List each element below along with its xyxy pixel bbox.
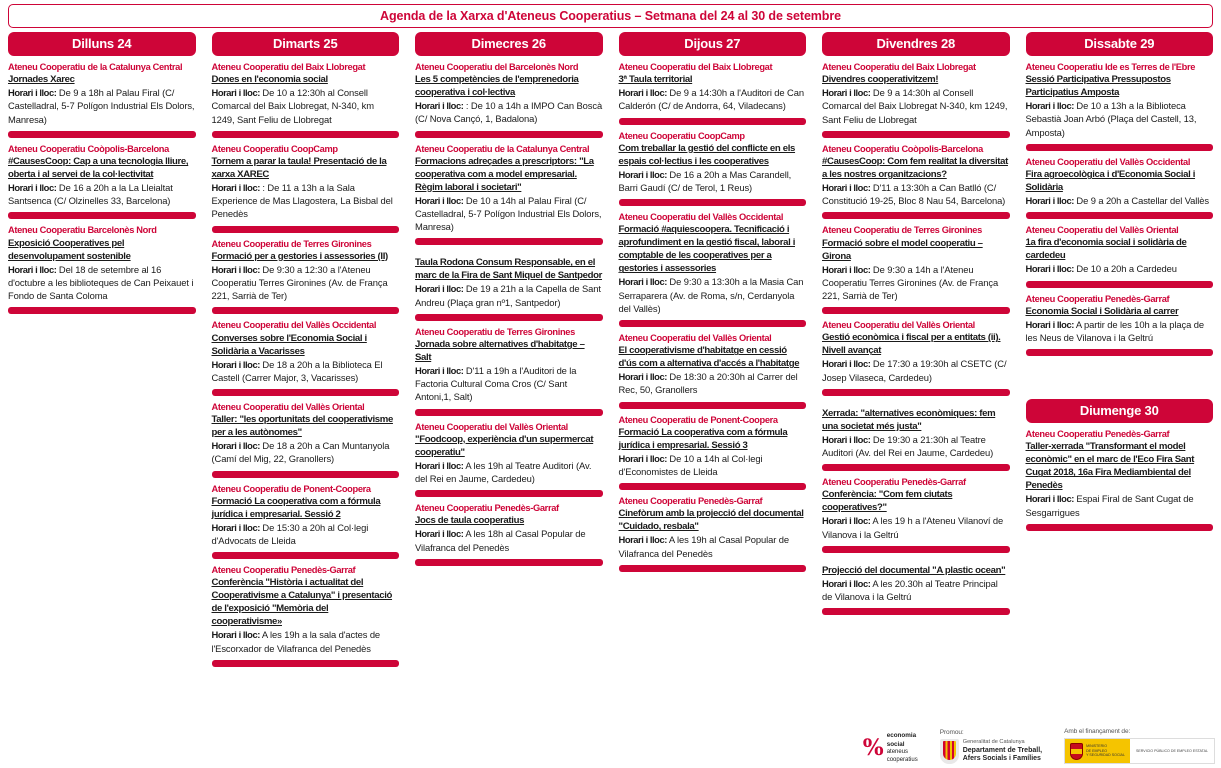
event-schedule [1026,262,1214,275]
event-item [822,61,1010,126]
event-organizer: Ateneu Cooperatiu Penedès-Garraf [822,477,966,488]
event-schedule [8,86,196,126]
event-separator [212,131,400,138]
event-schedule-label: Horari i lloc: [415,459,464,471]
event-schedule [822,514,1010,540]
event-item [212,483,400,548]
event-separator [822,307,1010,314]
event-item [415,61,603,126]
event-item [212,564,400,655]
event-separator [1026,212,1214,219]
event-organizer: Ateneu Cooperatiu del Vallès Occidental [618,212,784,223]
event-schedule-value: De 10 a 14h al Palau Firal (C/ Castelladral, 5-7 Polígon Industrial Els Dolors, Manresa) [415,194,602,233]
event-title: Economia Social i Solidària al carrer [1025,305,1179,317]
event-organizer: Ateneu Cooperatiu Penedès-Garraf [618,496,763,507]
event-schedule [822,86,1010,126]
event-schedule [1026,318,1214,344]
event-item [212,143,400,221]
event-schedule-value: De 15:30 a 20h al Col·legi d'Advocats de Lleida [211,521,369,547]
event-schedule [212,181,400,221]
ministerio-wordmark [1086,744,1125,758]
event-schedule [1026,194,1214,207]
event-schedule-label: Horari i lloc: [415,528,464,540]
event-organizer: Ateneu Cooperatiu del Vallès Oriental [415,421,568,432]
event-schedule-value: D'11 a 19h a l'Auditori de la Factoria Cultural Coma Cros (C/ Sant Antoni,1, Salt) [415,365,577,403]
event-separator [212,307,400,314]
event-separator [212,226,400,233]
gen-line3: Afers Socials i Famílies [962,755,1041,763]
event-schedule [1026,492,1214,518]
event-schedule-label: Horari i lloc: [1025,318,1074,330]
event-title: Jocs de taula cooperatius [415,515,525,527]
economia-social-logo [863,732,918,764]
gen-line2: Departament de Treball, [962,746,1043,754]
min-line1: MINISTERIO [1086,743,1108,748]
day-column [1018,32,1221,672]
event-separator [619,483,807,490]
event-schedule-label: Horari i lloc: [1025,493,1074,505]
event-organizer: Ateneu Cooperatiu CoopCamp [211,143,338,154]
event-item [619,332,807,397]
event-schedule [1026,99,1214,139]
event-title: 3ª Taula territorial [618,74,693,86]
event-organizer: Ateneu Cooperatiu Coòpolis-Barcelona [822,143,983,154]
esac-line3: ateneus [886,749,909,756]
event-title: El cooperativisme d'habitatge en cessió d'ús com a alternativa d'accés a l'habitatge [618,345,800,370]
event-organizer: Ateneu Cooperatiu del Baix Llobregat [211,62,366,72]
event-organizer: Ateneu Cooperatiu de Ponent-Coopera [618,414,778,425]
event-organizer: Ateneu Cooperatiu del Vallès Oriental [822,320,975,331]
event-title: Formació per a gestories i assessories (II) [211,250,388,262]
event-separator [212,660,400,667]
event-title: Dones en l'economia social [211,74,328,86]
footer [0,710,1221,768]
event-schedule-value: De 9 a 20h a Castellar del Vallès [1076,195,1209,207]
event-schedule-label: Horari i lloc: [1025,100,1074,112]
event-schedule-label: Horari i lloc: [618,371,667,383]
event-title: Sessió Participativa Pressupostos Participatius Amposta [1025,74,1171,99]
logo-economia-social-block [863,732,918,764]
event-title: Exposició Cooperatives pel desenvolupament sostenible [8,237,131,262]
event-title: Formacions adreçades a prescriptors: "La cooperativa com a model empresarial. Règim laboral i societari" [415,155,594,193]
event-title: Jornades Xarec [8,74,75,86]
financament-caption: Amb el finançament de: [1064,728,1131,735]
event-schedule-label: Horari i lloc: [211,629,260,641]
event-item [619,495,807,560]
event-schedule-label: Horari i lloc: [211,263,260,275]
day-column [204,32,408,672]
event-organizer: Ateneu Cooperatiu Penedès-Garraf [1025,429,1170,440]
event-schedule-value: Del 18 de setembre al 16 d'octubre a les biblioteques de Can Peixauet i Fondo de Santa Coloma [8,263,194,302]
event-organizer: Ateneu Cooperatiu de Terres Gironines [211,238,372,249]
event-schedule-value: De 9 a 18h al Palau Firal (C/ Castelladral, 5-7 Polígon Industrial Els Dolors, Manresa) [8,87,195,125]
event-title: "Foodcoop, experiència d'un supermercat cooperatiu" [415,433,594,458]
day-column [611,32,815,672]
event-schedule [8,263,196,303]
spain-coat-of-arms-icon [1070,743,1083,760]
event-schedule-label: Horari i lloc: [618,87,667,99]
day-header[interactable]: Diumenge 30 [1026,399,1214,423]
event-separator [619,402,807,409]
event-schedule [822,181,1010,207]
event-title: Divendres cooperativitzem! [822,74,939,86]
event-schedule-label: Horari i lloc: [822,577,871,589]
event-schedule [619,370,807,396]
event-separator [212,389,400,396]
event-separator [415,409,603,416]
event-title: Formació sobre el model cooperatiu – Girona [822,237,983,262]
event-organizer: Ateneu Cooperatiu CoopCamp [618,130,745,141]
event-schedule-value: De 17:30 a 19:30h al CSETC (C/ Josep Vilaseca, Cardedeu) [822,358,1007,383]
event-separator [415,238,603,245]
event-separator [822,131,1010,138]
event-schedule [415,459,603,485]
generalitat-logo [940,739,1042,764]
event-schedule-value: : De 10 a 14h a IMPO Can Boscà (C/ Nova Cançó, 1, Badalona) [415,100,603,125]
event-item [822,476,1010,541]
event-schedule [212,86,400,126]
event-separator [8,131,196,138]
event-title: Tornem a parar la taula! Presentació de la xarxa XAREC [211,156,387,181]
event-separator [212,471,400,478]
event-schedule-label: Horari i lloc: [211,440,260,452]
event-schedule [212,521,400,547]
event-schedule [619,86,807,112]
event-organizer: Ateneu Cooperatiu del Vallès Oriental [211,402,365,413]
ministerio-logo [1064,738,1215,764]
event-organizer: Ateneu Cooperatiu Coòpolis-Barcelona [8,143,169,154]
event-title: Jornada sobre alternatives d'habitatge – Salt [415,339,585,364]
event-schedule [822,357,1010,383]
event-schedule-value: De 9:30 a 12:30 a l'Ateneu Cooperatiu Terres Gironines (Av. de França 221, Sarrià de Ter) [211,263,388,302]
percent-icon: % [862,735,884,762]
event-schedule [822,577,1010,603]
logo-ministerio-block [1064,728,1215,764]
event-schedule-label: Horari i lloc: [8,182,57,194]
logo-generalitat-block [940,729,1042,764]
event-schedule-label: Horari i lloc: [211,521,260,533]
day-header[interactable]: Dimecres 26 [415,32,603,56]
event-schedule-value: De 10 a 20h a Cardedeu [1076,263,1177,275]
event-schedule [415,194,603,234]
event-separator [822,212,1010,219]
event-schedule-value: De 9:30 a 13:30h a la Masia Can Serraparera (Av. de Roma, s/n, Cerdanyola del Vallès) [618,276,804,314]
event-title: Les 5 competències de l'emprenedoria cooperativa i col·lectiva [415,74,579,99]
event-title: Conferència "Història i actualitat del Cooperativisme a Catalunya" i presentació de l'exposició "Memòria del cooperativisme» [211,577,393,628]
event-item [415,326,603,404]
event-separator [8,307,196,314]
catalonia-shield-icon [940,739,959,764]
event-title: Taller-xerrada "Transformant el model econòmic" en el marc de l'Eco Fira Sant Cugat 2018, 16a Fira Mediambiental del Penedès [1025,441,1195,492]
gen-line1: Generalitat de Catalunya [962,739,1025,746]
event-separator [415,131,603,138]
event-item [415,143,603,234]
event-title: Projecció del documental "A plastic ocean" [822,564,1006,576]
event-title: Com treballar la gestió del conflicte en els espais col·lectius i les cooperatives [618,142,796,167]
event-schedule-label: Horari i lloc: [415,283,464,295]
event-schedule-value: : De 11 a 13h a la Sala Experience de Mas Llagostera, La Bisbal del Penedès [211,182,393,220]
event-item [415,250,603,308]
event-title: Xerrada: "alternatives econòmiques: fem una societat més justa" [822,407,996,432]
day-header[interactable]: Dijous 27 [619,32,807,56]
event-schedule [212,628,400,654]
day-header[interactable]: Dissabte 29 [1026,32,1214,56]
event-schedule-label: Horari i lloc: [618,452,667,464]
column-spacer [1026,361,1214,399]
event-organizer: Ateneu Cooperatiu Barcelonès Nord [8,225,157,236]
event-organizer: Ateneu Cooperatiu del Vallès Oriental [618,333,772,344]
event-schedule [8,181,196,207]
event-item [822,558,1010,603]
event-schedule-label: Horari i lloc: [618,534,667,546]
esac-line1: economia [886,732,917,740]
min-line3: Y SEGURIDAD SOCIAL [1086,753,1125,758]
event-schedule-value: De 9:30 a 14h a l'Ateneu Cooperatiu Terres Gironines (Av. de França 221, Sarrià de Ter) [822,263,999,302]
event-title: Cinefòrum amb la projecció del documental "Cuidado, resbala" [618,508,804,533]
event-schedule [619,533,807,559]
esac-line4: cooperatius [886,756,918,763]
event-schedule [415,99,603,125]
event-item [212,238,400,303]
event-schedule-label: Horari i lloc: [8,87,57,99]
event-schedule-label: Horari i lloc: [822,433,871,445]
event-schedule-label: Horari i lloc: [822,182,871,194]
event-schedule-label: Horari i lloc: [8,263,57,275]
event-schedule-value: A les 20.30h al Teatre Principal de Vilanova i la Geltrú [822,577,998,603]
event-item [822,401,1010,459]
event-schedule [212,439,400,465]
day-column [0,32,204,672]
promou-caption: Promou: [939,729,964,736]
event-separator [822,546,1010,553]
week-grid [0,32,1221,672]
event-schedule-value: De 19:30 a 21:30h al Teatre Auditori (Av. del Rei en Jaume, Cardedeu) [822,433,994,459]
event-item [619,130,807,195]
event-schedule-value: De 10 a 12:30h al Consell Comarcal del Baix Llobregat, N-340, km 1249, Sant Feliu de Llobregat [211,87,374,125]
event-item [822,143,1010,208]
event-schedule [619,275,807,315]
event-schedule-value: De 16 a 20h a Mas Carandell, Barri Gaudí (C/ de Terol, 1 Reus) [618,168,792,194]
event-schedule-label: Horari i lloc: [822,87,871,99]
event-schedule-label: Horari i lloc: [618,168,667,180]
event-item [619,211,807,315]
event-organizer: Ateneu Cooperatiu de Terres Gironines [822,225,982,236]
event-organizer: Ateneu Cooperatiu de Terres Gironines [415,326,575,337]
event-item [212,401,400,466]
event-organizer: Ateneu Cooperatiu del Vallès Occidental [1025,156,1191,167]
event-item [1026,156,1214,207]
event-schedule-label: Horari i lloc: [415,194,464,206]
event-schedule-value: A les 19h al Casal Popular de Vilafranca del Penedès [618,534,790,559]
footer-logos [863,728,1215,764]
event-schedule-value: De 19 a 21h a la Capella de Sant Andreu (Plaça gran nº1, Santpedor) [415,283,601,308]
event-title: #CausesCoop: Com fem realitat la diversitat a les nostres organitzacions? [822,156,1008,181]
event-schedule-label: Horari i lloc: [211,358,260,370]
day-column [407,32,611,672]
event-organizer: Ateneu Cooperatiu del Barcelonès Nord [415,62,579,72]
ministerio-yellow-panel [1065,739,1130,763]
event-item [212,61,400,126]
event-schedule [619,452,807,478]
event-schedule-value: De 9 a 14:30h a l'Auditori de Can Calderón (C/ de Andorra, 64, Viladecans) [618,87,804,112]
event-organizer: Ateneu Cooperatiu del Vallès Occidental [211,320,377,331]
event-item [8,143,196,208]
event-schedule-label: Horari i lloc: [415,100,464,112]
event-title: Taula Rodona Consum Responsable, en el marc de la Fira de Sant Miquel de Santpedor [415,257,603,282]
event-item [1026,428,1214,519]
event-item [1026,224,1214,275]
event-schedule-label: Horari i lloc: [822,263,871,275]
day-column [814,32,1018,672]
event-item [415,421,603,486]
event-schedule [415,527,603,553]
event-organizer: Ateneu Cooperatiu Ide es Terres de l'Ebre [1025,62,1196,72]
event-item [212,319,400,384]
event-separator [8,212,196,219]
event-title: #CausesCoop: Cap a una tecnologia lliure, oberta i al servei de la col·lectivitat [8,156,189,181]
event-schedule-value: De 16 a 20h a la La Lleialtat Santsenca (C/ Olzinelles 33, Barcelona) [8,182,173,207]
event-schedule-value: D'11 a 13:30h a Can Batlló (C/ Constitució 19-25, Bloc 8 Nau 54, Barcelona) [822,182,1006,207]
event-item [1026,293,1214,345]
event-title: 1a fira d'economia social i solidària de cardedeu [1025,237,1187,262]
event-schedule-label: Horari i lloc: [618,276,667,288]
event-item [822,319,1010,384]
event-separator [415,490,603,497]
event-schedule-value: De 9 a 14:30h al Consell Comarcal del Baix Llobregat N-340, km 1249, Sant Feliu de Llobregat [822,87,1008,125]
event-title: Conferència: "Com fem ciutats cooperatives?" [822,489,953,514]
event-separator [619,118,807,125]
event-schedule-label: Horari i lloc: [415,365,464,377]
event-organizer: Ateneu Cooperatiu Penedès-Garraf [415,503,559,514]
event-schedule-value: A les 19 h a l'Ateneu Vilanoví de Vilanova i la Geltrú [822,515,1004,540]
event-title: Formació La cooperativa com a fórmula jurídica i empresarial. Sessió 2 [211,495,381,520]
event-schedule [619,168,807,194]
event-schedule [212,358,400,384]
event-title: Taller: "les oportunitats del cooperativisme per a les autònomes" [211,414,393,439]
event-organizer: Ateneu Cooperatiu de Ponent-Coopera [211,483,371,494]
event-schedule-value: De 10 a 14h al Col·legi d'Economistes de Lleida [618,452,763,478]
event-organizer: Ateneu Cooperatiu del Vallès Oriental [1025,225,1179,236]
event-schedule [212,263,400,303]
day-header[interactable]: Divendres 28 [822,32,1010,56]
event-separator [1026,144,1214,151]
sepe-wordmark: SERVICIO PÚBLICO DE EMPLEO ESTATAL [1130,739,1214,763]
event-schedule-label: Horari i lloc: [822,358,871,370]
event-organizer: Ateneu Cooperatiu Penedès-Garraf [211,565,356,576]
event-organizer: Ateneu Cooperatiu de la Catalunya Central [415,143,590,154]
event-title: Formació La cooperativa com a fórmula jurídica i empresarial. Sessió 3 [618,426,788,451]
event-item [1026,61,1214,139]
min-line2: DE EMPLEO [1086,748,1108,753]
event-schedule-label: Horari i lloc: [1025,263,1074,275]
event-schedule-label: Horari i lloc: [822,515,871,527]
event-schedule [415,282,603,308]
event-separator [415,314,603,321]
event-schedule [822,263,1010,303]
event-schedule-value: De 18:30 a 20:30h al Carrer del Rec, 50, Granollers [618,371,798,396]
event-schedule-label: Horari i lloc: [211,87,260,99]
event-separator [619,565,807,572]
event-schedule [822,433,1010,459]
day-header[interactable]: Dilluns 24 [8,32,196,56]
event-schedule-value: A partir de les 10h a la plaça de les Neus de Vilanova i la Geltrú [1025,318,1204,344]
event-item [8,61,196,126]
event-separator [1026,349,1214,356]
event-separator [1026,281,1214,288]
event-title: Gestió econòmica i fiscal per a entitats (ii). Nivell avançat [822,332,1001,357]
event-schedule-value: De 10 a 13h a la Biblioteca Sebastià Joan Arbó (Plaça del Castell, 13, Amposta) [1025,100,1197,138]
event-organizer: Ateneu Cooperatiu de la Catalunya Central [8,62,183,72]
event-title: Formació #aquiescoopera. Tecnificació i aprofundiment en la gestió fiscal, laboral i comptable de les cooperatives per a gestories i assessories [618,224,796,275]
page-title-banner [8,4,1213,28]
event-item [822,224,1010,302]
event-organizer: Ateneu Cooperatiu Penedès-Garraf [1025,293,1170,304]
event-schedule [415,364,603,404]
event-organizer: Ateneu Cooperatiu del Baix Llobregat [822,62,976,72]
event-schedule-label: Horari i lloc: [1025,195,1074,207]
event-item [415,502,603,554]
event-separator [212,552,400,559]
event-schedule-value: A les 19h a la sala d'actes de l'Escorxador de Vilafranca del Penedès [211,629,381,654]
event-separator [619,320,807,327]
event-separator [822,389,1010,396]
generalitat-wordmark [963,739,1042,764]
event-title: Converses sobre l'Economia Social i Solidària a Vacarisses [211,332,367,357]
economia-social-wordmark [887,732,918,764]
event-separator [619,199,807,206]
event-separator [1026,524,1214,531]
event-organizer: Ateneu Cooperatiu del Baix Llobregat [618,62,773,72]
event-schedule-value: A les 19h al Teatre Auditori (Av. del Rei en Jaume, Cardedeu) [415,459,592,485]
event-schedule-value: De 18 a 20h a la Biblioteca El Castell (Carrer Major, 3, Vacarisses) [211,358,383,383]
event-schedule-value: De 18 a 20h a Can Muntanyola (Camí del Mig, 22, Granollers) [211,440,390,465]
event-separator [415,559,603,566]
event-schedule-label: Horari i lloc: [211,182,260,194]
event-item [619,61,807,113]
day-header[interactable]: Dimarts 25 [212,32,400,56]
event-separator [822,464,1010,471]
page-title: Agenda de la Xarxa d'Ateneus Cooperatius – Setmana del 24 al 30 de setembre [380,9,841,23]
event-schedule-value: Espai Firal de Sant Cugat de Sesgarrigues [1025,493,1194,518]
event-item [619,414,807,479]
event-separator [822,608,1010,615]
esac-line2: social [886,740,905,748]
event-schedule-value: A les 18h al Casal Popular de Vilafranca del Penedès [415,528,586,553]
event-title: Fira agroecològica i d'Economia Social i Solidària [1025,169,1196,194]
event-item [8,224,196,302]
